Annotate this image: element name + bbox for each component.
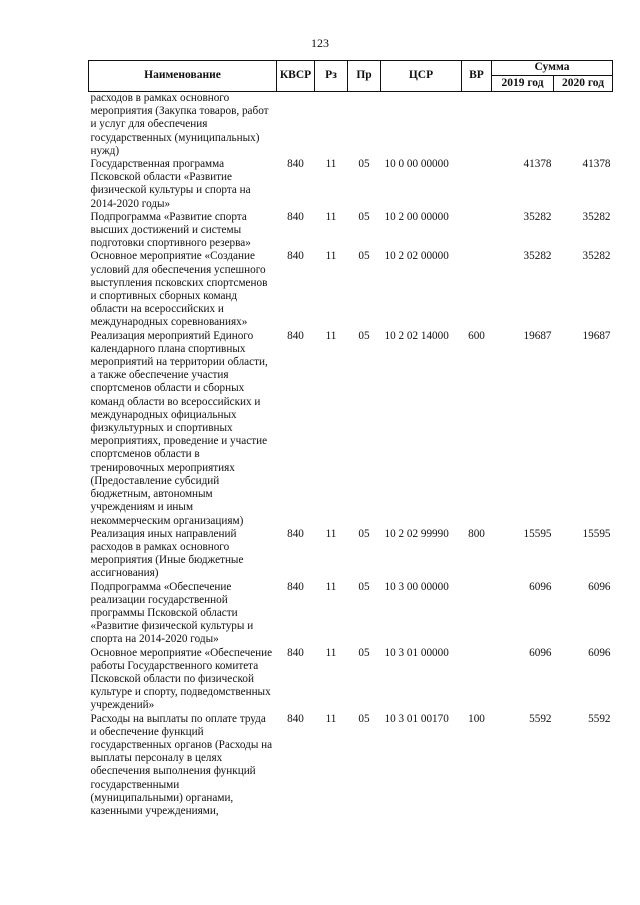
page-number: 123 [311,36,329,50]
table-row [89,581,613,647]
cell-kvsr: 840 [287,646,304,659]
cell-sum-2020: 35282 [582,210,611,223]
header-name: Наименование [89,61,277,92]
cell-name: Основное мероприятие «Обеспечение работы Государственного комитета Псковской области по физической культуре и спорту, подведомственных учреждений» [90,646,273,712]
header-year-2020: 2020 год [554,76,613,92]
cell-vr [462,581,492,647]
table-row [89,647,613,713]
cell-pr: 05 [358,158,370,171]
cell-kvsr [277,92,315,159]
cell-csr: 10 2 02 00000 [384,250,449,263]
cell-pr: 05 [358,329,370,342]
header-rz: Рз [315,61,348,92]
cell-name: Подпрограмма «Развитие спорта высших достижений и системы подготовки спортивного резерва» [90,210,251,250]
cell-sum-2019: 41378 [523,158,552,171]
cell-name: Основное мероприятие «Создание условий для обеспечения успешного выступления псковских спортсменов и спортивных сборных команд области на всероссийских и международных соревнованиях» [90,250,268,329]
table-row [89,330,613,528]
cell-pr: 05 [358,527,370,540]
cell-pr: 05 [358,210,370,223]
cell-csr: 10 3 00 00000 [384,580,449,593]
cell-name: Государственная программа Псковской области «Развитие физической культуры и спорта на 2014-2020 годы» [90,158,251,210]
cell-vr [462,92,492,159]
cell-pr: 05 [358,580,370,593]
cell-sum-2019: 35282 [523,210,552,223]
cell-sum-2019: 5592 [529,712,552,725]
header-year-2019: 2019 год [492,76,554,92]
cell-kvsr: 840 [287,329,304,342]
cell-sum-2020: 6096 [588,580,611,593]
cell-name: Подпрограмма «Обеспечение реализации государственной программы Псковской области «Развитие физической культуры и спорта на 2014-2020 годы» [90,580,254,646]
cell-vr [462,250,492,329]
table-row [89,528,613,581]
cell-sum-2019: 6096 [529,646,552,659]
cell-sum-2020: 15595 [582,527,611,540]
cell-pr: 05 [358,646,370,659]
header-kvsr: КВСР [277,61,315,92]
cell-sum-2020: 41378 [582,158,611,171]
cell-pr: 05 [358,712,370,725]
cell-vr: 600 [468,329,485,342]
cell-sum-2019: 19687 [523,329,552,342]
header-pr: Пр [348,61,381,92]
cell-kvsr: 840 [287,158,304,171]
header-vr: ВР [462,61,492,92]
cell-rz: 11 [325,646,337,659]
table-row [89,713,613,819]
cell-name: Расходы на выплаты по оплате труда и обеспечение функций государственных органов (Расходы на выплаты персоналу в целях обеспечения выполнения функций государственными (муниципальными) органами, казенными учреждениями, [90,712,273,817]
cell-vr [462,647,492,713]
cell-name: Реализация мероприятий Единого календарного плана спортивных мероприятий на территории области, а также обеспечение участия спортсменов области и сборных команд области во всероссийских и международных официальных физкультурных и спортивных мероприятиях, проведение и участие спортсменов области в тренировочных мероприятиях (Предоставление субсидий бюджетным, автономным учреждениям и иным некоммерческим организациям) [90,329,268,527]
cell-kvsr: 840 [287,712,304,725]
cell-sum-2020: 19687 [582,329,611,342]
cell-csr [381,92,462,159]
cell-csr: 10 2 00 00000 [384,210,449,223]
cell-sum-2020: 35282 [582,250,611,263]
cell-vr: 800 [468,527,485,540]
cell-sum-2019 [492,92,554,159]
cell-sum-2019: 6096 [529,580,552,593]
cell-pr: 05 [358,250,370,263]
table-row [89,92,613,159]
cell-sum-2019: 15595 [523,527,552,540]
cell-vr [462,158,492,211]
cell-kvsr: 840 [287,210,304,223]
header-csr: ЦСР [381,61,462,92]
cell-csr: 10 2 02 99990 [384,527,449,540]
table-row [89,158,613,211]
cell-rz: 11 [325,527,337,540]
cell-sum-2020 [554,92,613,159]
cell-csr: 10 2 02 14000 [384,329,449,342]
cell-kvsr: 840 [287,250,304,263]
cell-rz [315,92,348,159]
header-sum: Сумма [492,61,613,76]
table-body [89,92,613,819]
budget-table [88,60,613,818]
table-row [89,250,613,329]
table-row [89,211,613,251]
cell-rz: 11 [325,580,337,593]
cell-vr: 100 [468,712,485,725]
cell-rz: 11 [325,329,337,342]
cell-rz: 11 [325,210,337,223]
cell-csr: 10 3 01 00000 [384,646,449,659]
cell-rz: 11 [325,250,337,263]
cell-sum-2019: 35282 [523,250,552,263]
cell-kvsr: 840 [287,580,304,593]
cell-pr [348,92,381,159]
cell-name: расходов в рамках основного мероприятия (Закупка товаров, работ и услуг для обеспечения государственных (муниципальных) нужд) [90,92,269,157]
cell-rz: 11 [325,712,337,725]
cell-sum-2020: 5592 [588,712,611,725]
cell-rz: 11 [325,158,337,171]
cell-kvsr: 840 [287,527,304,540]
cell-sum-2020: 6096 [588,646,611,659]
cell-csr: 10 3 01 00170 [384,712,449,725]
cell-csr: 10 0 00 00000 [384,158,449,171]
cell-vr [462,211,492,251]
cell-name: Реализация иных направлений расходов в рамках основного мероприятия (Иные бюджетные ассигнования) [90,527,244,580]
